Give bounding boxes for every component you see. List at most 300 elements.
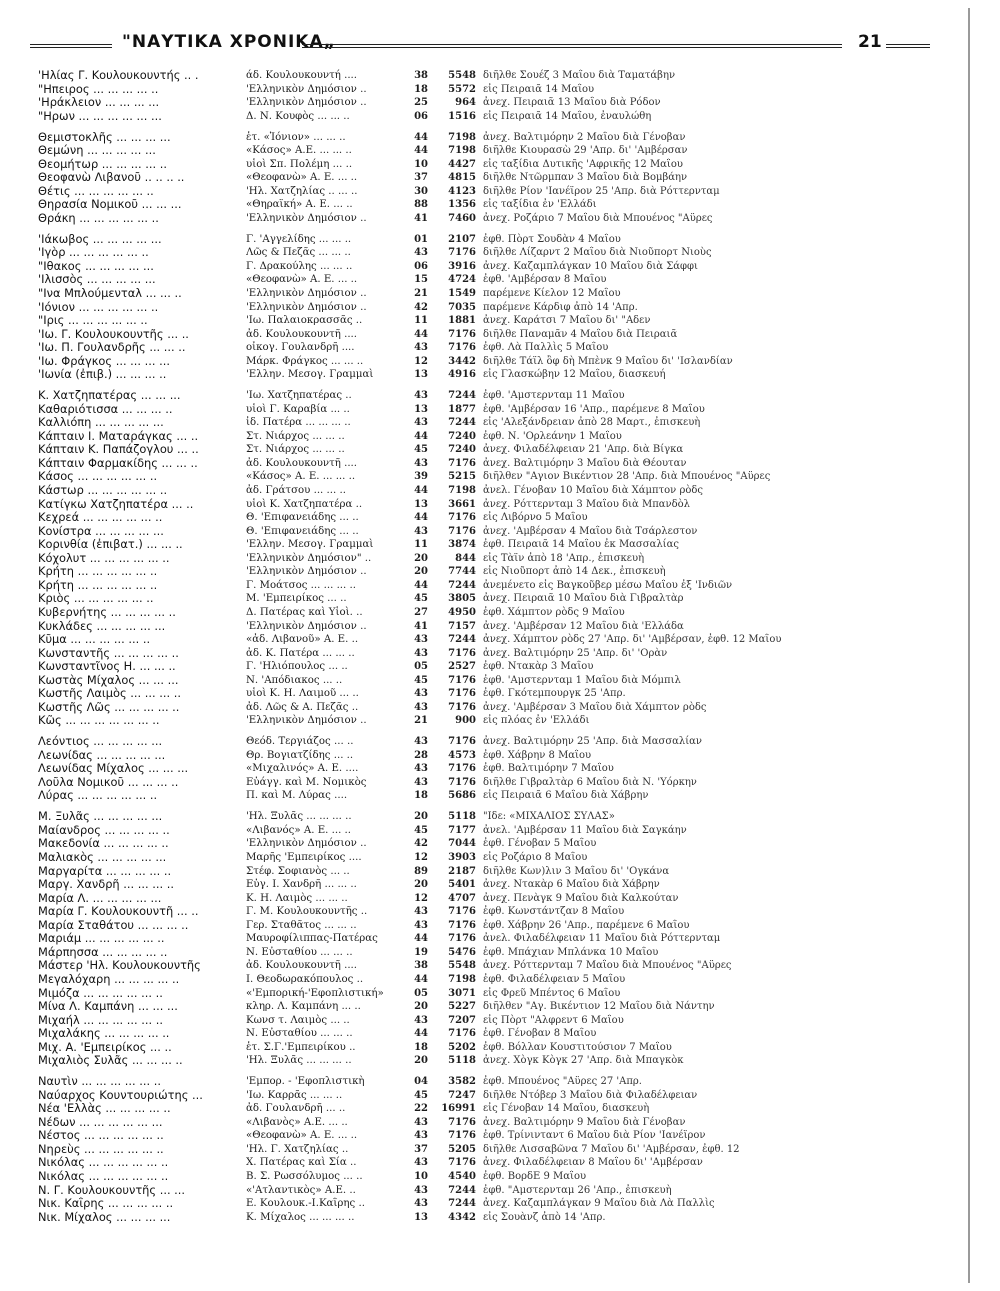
ship-owner: Θ. 'Επιφανειάδης ... .. <box>246 512 359 524</box>
voyage-note: ἐφθ. Λὰ Παλλὶς 5 Μαΐου <box>483 342 609 354</box>
build-year: 05 <box>414 987 428 999</box>
build-year: 12 <box>414 852 428 864</box>
ship-entry-row <box>38 212 963 226</box>
tonnage: 4123 <box>448 185 476 197</box>
ship-name: "Ηρων ... ... ... ... ... ... <box>38 109 162 123</box>
build-year: 13 <box>414 369 428 381</box>
ship-entry-row <box>38 287 963 301</box>
voyage-note: παρέμενε Κίελον 12 Μαΐου <box>483 287 621 299</box>
ship-owner: Γ. 'Ηλιόπουλος ... .. <box>246 661 348 673</box>
ship-entry-row <box>38 443 963 457</box>
ship-name: Κωστῆς Λαιμὸς ... ... ... .. <box>38 687 181 701</box>
ship-owner: 'Ελληνικὸν Δημόσιον .. <box>246 287 367 299</box>
tonnage: 7176 <box>448 674 476 686</box>
ship-entry-row <box>38 96 963 110</box>
tonnage: 5227 <box>448 1001 476 1013</box>
ship-entry-row <box>38 762 963 776</box>
ship-owner: Μ. 'Εμπειρίκος ... .. <box>246 593 347 605</box>
voyage-note: ἀνεχ. 'Αμβέρσαν 4 Μαΐου διὰ Τσάρλεστον <box>483 525 698 537</box>
ship-entry-row <box>38 498 963 512</box>
tonnage: 7176 <box>448 647 476 659</box>
ship-entry-row <box>38 273 963 287</box>
tonnage: 1549 <box>448 287 476 299</box>
build-year: 88 <box>414 199 428 211</box>
ship-entry-row <box>38 1075 963 1089</box>
build-year: 43 <box>414 634 428 646</box>
voyage-note: ἀνεχ. Πειραιᾶ 10 Μαΐου διὰ Γιβραλτὰρ <box>483 593 684 605</box>
ship-name: 'Ηράκλειον ... ... ... ... <box>38 96 160 110</box>
voyage-note: διῆλθε Σουέζ 3 Μαΐου διὰ Ταματάβην <box>483 70 676 81</box>
ship-entry-row <box>38 131 963 145</box>
ship-name: Κάσος ... ... ... ... ... .. <box>38 470 158 484</box>
tonnage: 7244 <box>448 390 476 402</box>
build-year: 45 <box>414 444 428 456</box>
build-year: 44 <box>414 973 428 985</box>
ship-owner: «Θεοφανὼ» Α. Ε. ... .. <box>246 274 358 286</box>
voyage-note: διῆλθε Λισσαβῶνα 7 Μαΐου δι' 'Αμβέρσαν, ἐφθ. 12 <box>483 1143 740 1155</box>
voyage-note: ἀνεχ. Πειραιᾶ 13 Μαΐου διὰ Ρόδον <box>483 97 661 109</box>
ship-owner: υἱοὶ Σπ. Πολέμη ... .. <box>246 158 353 170</box>
ship-name: Νέα 'Ελλὰς ... ... ... ... .. <box>38 1102 171 1116</box>
ship-name: 'Ηλίας Γ. Κουλουκουντής .. . <box>38 69 199 82</box>
ship-owner: «'Εμπορική-'Εφοπλιστική» <box>246 987 384 999</box>
tonnage: 5118 <box>448 811 476 823</box>
ship-owner: άδ. Κουλουκουντή .... <box>246 70 358 81</box>
ship-name: Θεοφανὼ Λιβανοῦ .. .. .. .. <box>38 171 185 185</box>
tonnage: 7176 <box>448 1116 476 1128</box>
build-year: 20 <box>414 811 428 823</box>
ship-owner: «'Ατλαντικὸς» Α.Ε. .. <box>246 1184 356 1196</box>
ship-owner: Ν. 'Απόδιακος ... .. <box>246 674 343 686</box>
voyage-note: ἀνελ. Γένοβαν 10 Μαΐου διὰ Χάμπτον ρὸδς <box>483 485 703 497</box>
ship-owner: 'Ελληνικὸν Δημόσιον .. <box>246 212 367 224</box>
voyage-note: ἀνεχ. 'Αμβέρσαν 12 Μαΐου διὰ 'Ελλάδα <box>483 620 684 632</box>
ship-owner: 'Ελληνικὸν Δημόσιον .. <box>246 83 367 95</box>
ship-name: 'Ιάκωβος ... ... ... ... ... <box>38 232 162 246</box>
ship-name: Ναύαρχος Κουντουριώτης ... <box>38 1088 203 1102</box>
build-year: 06 <box>414 260 428 272</box>
tonnage: 4707 <box>448 892 476 904</box>
ship-owner: Θρ. Βογιατζίδης ... .. <box>246 749 354 761</box>
tonnage: 2527 <box>448 661 476 673</box>
voyage-note: εἰς ταξίδια Δυτικῆς 'Αφρικῆς 12 Μαΐου <box>483 158 683 170</box>
voyage-note: ἀνεχ. Βαλτιμόρην 25 'Απρ. διὰ Μασσαλίαν <box>483 736 703 748</box>
ship-owner: Ν. Εὐσταθίου ... ... .. <box>246 946 353 958</box>
voyage-note: εἰς Σουὰνζ ἀπὸ 14 'Απρ. <box>483 1211 606 1223</box>
voyage-note: ἐφθ. 'Αμβέρσαν 16 'Απρ., παρέμενε 8 Μαΐου <box>483 403 705 415</box>
ship-owner: 'Ηλ. Χατζηλίας .. ... .. <box>246 185 358 197</box>
ship-owner: Στ. Νιάρχος ... ... .. <box>246 430 345 442</box>
tonnage: 7176 <box>448 328 476 340</box>
ship-entry-row <box>38 389 963 403</box>
build-year: 43 <box>414 390 428 402</box>
ship-owner: Κ. Μίχαλος ... ... ... .. <box>246 1211 355 1223</box>
ship-entry-row <box>38 552 963 566</box>
build-year: 21 <box>414 287 428 299</box>
ship-entry-row <box>38 987 963 1001</box>
tonnage: 3582 <box>448 1076 476 1088</box>
ship-entry-row <box>38 851 963 865</box>
ship-name: "Ηπειρος ... ... ... ... .. <box>38 82 159 96</box>
build-year: 18 <box>414 1041 428 1053</box>
build-year: 20 <box>414 566 428 578</box>
voyage-note: ἀνεχ. Ρόττερνταμ 7 Μαΐου διὰ Μπουένος "Αϋρες <box>483 960 732 972</box>
ship-owner: «Λιβανὸς» Α.Ε. ... .. <box>246 1116 348 1128</box>
ship-entry-row <box>38 579 963 593</box>
voyage-note: διῆλθε Παναμᾶν 4 Μαΐου διὰ Πειραιᾶ <box>483 328 678 340</box>
voyage-note: ἀνεχ. Φιλαδέλφειαν 8 Μαΐου δι' 'Αμβέρσαν <box>483 1157 703 1169</box>
ship-name: Ν. Γ. Κουλουκουντῆς ... ... <box>38 1183 186 1197</box>
build-year: 43 <box>414 906 428 918</box>
ship-entry-row <box>38 932 963 946</box>
tonnage: 7177 <box>448 824 476 836</box>
ship-name: Καθαριότισσα ... ... ... .. <box>38 402 173 416</box>
ship-owner: Χ. Πατέρας καὶ Σία .. <box>246 1157 357 1169</box>
ship-name: Κεχρεά ... ... ... ... ... .. <box>38 511 163 525</box>
ship-name: Μίνα Λ. Καμπάνη ... ... ... <box>38 1000 178 1014</box>
ship-entry-row <box>38 83 963 97</box>
ship-name: Μ. Ξυλᾶς ... ... ... ... ... <box>38 810 163 824</box>
tonnage: 7244 <box>448 1198 476 1210</box>
voyage-note: διῆλθε Τάϊλ ὂφ δὴ Μπὲνκ 9 Μαΐου δι' 'Ισλανδίαν <box>483 355 733 367</box>
ship-entry-row <box>38 674 963 688</box>
voyage-note: ἀνεμένετο εἰς Βαγκοῦβερ μέσω Μαΐου ἐξ 'Ινδιῶν <box>483 579 733 591</box>
tonnage: 7240 <box>448 430 476 442</box>
ship-name: Μαρία Λ. ... ... ... ... ... <box>38 891 162 905</box>
build-year: 43 <box>414 457 428 469</box>
tonnage: 5548 <box>448 960 476 972</box>
voyage-note: "Ιδε: «ΜΙΧΑΛΙΟΣ ΣΥΛΑΣ» <box>483 811 615 823</box>
ship-entry-row <box>38 158 963 172</box>
ship-owner: 'Ελληνικὸν Δημόσιον .. <box>246 301 367 313</box>
voyage-note: ἀνεχ. Βαλτιμόρην 2 Μαΐου διὰ Γένοβαν <box>483 131 686 143</box>
ship-owner: 'Ιω. Παλαιοκρασσᾶς .. <box>246 315 363 327</box>
ship-entry-row <box>38 1143 963 1157</box>
ship-owner: ἰδ. Πατέρα ... ... ... .. <box>246 417 351 429</box>
build-year: 45 <box>414 593 428 605</box>
build-year: 20 <box>414 1055 428 1067</box>
tonnage: 16991 <box>441 1103 476 1115</box>
ship-owner: Εὐάγγ. καὶ Μ. Νομικὸς <box>246 776 367 788</box>
ship-entry-row <box>38 1116 963 1130</box>
voyage-note: ἀνεχ. Καζαμπλάγκαν 9 Μαΐου διὰ Λὰ Παλλὶς <box>483 1198 715 1210</box>
tonnage: 5118 <box>448 1055 476 1067</box>
ship-name: Κ. Χατζηπατέρας ... ... ... <box>38 389 181 403</box>
ship-owner: 'Ελληνικὸν Δημόσιον .. <box>246 97 367 109</box>
header-rule-middle <box>302 44 842 48</box>
tonnage: 7244 <box>448 579 476 591</box>
ship-name: Κυβερνήτης ... ... ... ... .. <box>38 605 176 619</box>
ship-owner: 'Ελληνικὸν Δημόσιον .. <box>246 715 367 727</box>
ship-entry-row <box>38 525 963 539</box>
ship-name: Μαίανδρος ... ... ... ... .. <box>38 823 170 837</box>
voyage-note: ἐφθ. Πὸρτ Σουδὰν 4 Μαΐου <box>483 233 621 245</box>
ship-owner: «Κάσος» Α.Ε. ... ... .. <box>246 145 352 157</box>
ship-name: Ναυτὶν ... ... ... ... ... .. <box>38 1075 161 1089</box>
letter-group <box>38 131 963 226</box>
ship-name: Κάπταιν Ι. Ματαράγκας ... .. <box>38 429 199 443</box>
ship-entry-row <box>38 1014 963 1028</box>
ship-entry-row <box>38 144 963 158</box>
ship-entry-row <box>38 198 963 212</box>
voyage-note: ἀνεχ. 'Αμβέρσαν 3 Μαΐου διὰ Χάμπτον ρὸδς <box>483 701 707 713</box>
build-year: 43 <box>414 417 428 429</box>
tonnage: 1881 <box>448 315 476 327</box>
ship-owner: Κ. Η. Λαιμὸς ... ... .. <box>246 892 348 904</box>
voyage-note: διῆλθεν "Αγιον Βικέντιον 28 'Απρ. διὰ Μπουένος "Αϋρες <box>483 471 771 483</box>
tonnage: 7198 <box>448 485 476 497</box>
ship-name: Μακεδονία ... ... ... ... .. <box>38 837 169 851</box>
ship-owner: 'Εμπορ. - 'Εφοπλιστικὴ <box>246 1076 365 1088</box>
ship-entry-row <box>38 511 963 525</box>
tonnage: 4950 <box>448 606 476 618</box>
tonnage: 7244 <box>448 1184 476 1196</box>
voyage-note: ἐφθ. 'Αμβέρσαν 8 Μαΐου <box>483 274 607 286</box>
build-year: 19 <box>414 946 428 958</box>
page-number: 21 <box>858 32 882 52</box>
ship-owner: 'Ηλ. Γ. Χατζηλίας .. <box>246 1143 349 1155</box>
page-header <box>30 30 930 62</box>
tonnage: 7157 <box>448 620 476 632</box>
tonnage: 7198 <box>448 145 476 157</box>
build-year: 37 <box>414 1143 428 1155</box>
build-year: 39 <box>414 471 428 483</box>
tonnage: 7460 <box>448 212 476 224</box>
voyage-note: διῆλθεν "Αγ. Βικέντιον 12 Μαΐου διὰ Νάντην <box>483 1001 715 1013</box>
ship-owner: ἑτ. «Ἰόνιον» ... ... .. <box>246 131 346 143</box>
build-year: 44 <box>414 579 428 591</box>
ship-owner: οἶκογ. Γουλανδρῆ .... <box>246 342 355 354</box>
build-year: 20 <box>414 1001 428 1013</box>
ship-owner: κληρ. Λ. Καμπάνη ... .. <box>246 1001 361 1013</box>
ship-entry-row <box>38 1170 963 1184</box>
ship-owner: Στέφ. Σοφιανὸς ... .. <box>246 865 350 877</box>
build-year: 28 <box>414 749 428 761</box>
voyage-note: εἰς Πειραιᾶ 14 Μαΐου, ἐναυλώθη <box>483 110 652 122</box>
ship-name: Λύρας ... ... ... ... ... .. <box>38 789 158 803</box>
ship-entry-row <box>38 892 963 906</box>
ship-name: 'Ιόνιον ... ... ... ... ... .. <box>38 300 159 314</box>
tonnage: 4427 <box>448 158 476 170</box>
voyage-note: διῆλθε Ντῶρμπαν 3 Μαΐου διὰ Βομβάην <box>483 172 688 184</box>
build-year: 30 <box>414 185 428 197</box>
voyage-note: ἐφθ. Ντακὰρ 3 Μαΐου <box>483 661 594 673</box>
ship-owner: 'Ελλην. Μεσογ. Γραμμαὶ <box>246 539 374 551</box>
ship-entry-row <box>38 470 963 484</box>
ship-owner: ἀδ. Κουλουκουντῆ .... <box>246 457 358 469</box>
ship-name: Μιμόζα ... ... ... ... ... .. <box>38 986 163 1000</box>
ship-owner: «Λιβανός» Α. Ε. ... .. <box>246 824 352 836</box>
tonnage: 7176 <box>448 512 476 524</box>
build-year: 42 <box>414 301 428 313</box>
ship-name: 'Ιω. Π. Γουλανδρῆς ... ... .. <box>38 341 186 355</box>
tonnage: 7035 <box>448 301 476 313</box>
ship-owner: «Μιχαλινός» Α. Ε. .... <box>246 763 359 775</box>
voyage-note: ἀνεχ. Χάμπτον ρὸδς 27 'Απρ. δι' 'Αμβέρσαν, ἐφθ. 12 Μαΐου <box>483 634 782 646</box>
ship-entry-row <box>38 403 963 417</box>
build-year: 44 <box>414 328 428 340</box>
ship-owner: Δ. Πατέρας καὶ Υἱοὶ. .. <box>246 606 363 618</box>
ship-entry-row <box>38 1156 963 1170</box>
build-year: 45 <box>414 1089 428 1101</box>
voyage-note: ἐφθ. Πειραιᾶ 14 Μαΐου ἐκ Μασσαλίας <box>483 539 679 551</box>
ship-owner: ἀδ. Γουλανδρῆ ... .. <box>246 1103 346 1115</box>
build-year: 21 <box>414 715 428 727</box>
build-year: 44 <box>414 485 428 497</box>
ship-entry-row <box>38 301 963 315</box>
ship-name: Καλλιόπη ... ... ... ... ... <box>38 416 164 430</box>
ship-name: Κάπταιν Κ. Παπάζογλου ... .. <box>38 443 199 457</box>
journal-title: "ΝΑΥΤΙΚΑ ΧΡΟΝΙΚΑ„ <box>122 32 336 52</box>
voyage-note: διῆλθε Ρίον 'Ιανέϊρον 25 'Απρ. διὰ Ρόττερνταμ <box>483 185 720 197</box>
ship-name: Κατίγκω Χατζηπατέρα ... .. <box>38 497 194 511</box>
tonnage: 2107 <box>448 233 476 245</box>
ship-name: Λοῦλα Νομικοῦ ... ... ... .. <box>38 775 179 789</box>
tonnage: 7744 <box>448 566 476 578</box>
voyage-note: ἀνεχ. Ρόττερνταμ 3 Μαΐου διὰ Μπανδὸλ <box>483 498 690 510</box>
ship-owner: ἀδ. Γράτσου ... ... .. <box>246 485 346 497</box>
build-year: 43 <box>414 688 428 700</box>
voyage-note: εἰς ταξίδια ἐν 'Ελλάδι <box>483 199 597 211</box>
voyage-note: ἐφθ. Τρίνινταντ 6 Μαΐου διὰ Ρίον 'Ιανέϊρον <box>483 1130 706 1142</box>
build-year: 45 <box>414 824 428 836</box>
build-year: 44 <box>414 933 428 945</box>
build-year: 15 <box>414 274 428 286</box>
ship-entry-row <box>38 620 963 634</box>
voyage-note: ἐφθ. ΒορδΕ 9 Μαΐου <box>483 1171 587 1182</box>
voyage-note: ἀνεχ. Ροζάριο 7 Μαΐου διὰ Μπουένος "Αϋρες <box>483 212 713 224</box>
ship-register-list <box>38 69 963 1232</box>
ship-owner: ἀδ. Λῶς & Α. Πεζᾶς .. <box>246 701 359 713</box>
ship-name: Μιχαλάκης ... ... ... ... .. <box>38 1027 170 1041</box>
ship-name: Μάστερ 'Ηλ. Κουλουκουντῆς <box>38 959 201 973</box>
ship-entry-row <box>38 837 963 851</box>
tonnage: 5572 <box>448 83 476 95</box>
ship-owner: Λῶς & Πεζᾶς ... ... .. <box>246 247 351 259</box>
voyage-note: ἐφθ. Μπάχιαν Μπλάνκα 10 Μαΐου <box>483 946 659 958</box>
ship-entry-row <box>38 1129 963 1143</box>
ship-name: Μαρία Σταθάτου ... ... ... .. <box>38 918 189 932</box>
ship-owner: «ἀδ. Λιβανοῦ» Α. Ε. .. <box>246 634 359 646</box>
voyage-note: ἀνελ. 'Αμβέρσαν 11 Μαΐου διὰ Σαγκάην <box>483 824 687 836</box>
ship-name: Κωστῆς Λῶς ... ... ... ... .. <box>38 700 180 714</box>
ship-owner: Π. καὶ Μ. Λύρας .... <box>246 790 348 802</box>
voyage-note: ἀνελ. Φιλαδέλφειαν 11 Μαΐου διὰ Ρόττερνταμ <box>483 933 721 945</box>
ship-name: 'Ιω. Γ. Κουλουκουντῆς ... .. <box>38 327 189 341</box>
tonnage: 5401 <box>448 879 476 891</box>
voyage-note: ἀνεχ. Βαλτιμόρην 3 Μαΐου διὰ Θέουταν <box>483 457 687 469</box>
tonnage: 7244 <box>448 417 476 429</box>
ship-entry-row <box>38 905 963 919</box>
build-year: 43 <box>414 776 428 788</box>
ship-name: 'Ιωνία (ἐπιβ.) ... ... ... .. <box>38 368 167 382</box>
ship-name: Κῦμα ... ... ... ... ... .. <box>38 633 151 647</box>
letter-group <box>38 1075 963 1224</box>
ship-name: Μιχαλιὸς Συλᾶς ... ... ... .. <box>38 1054 183 1068</box>
build-year: 10 <box>414 1171 428 1182</box>
ship-owner: 'Ιω. Χατζηπατέρας .. <box>246 390 352 402</box>
build-year: 27 <box>414 606 428 618</box>
voyage-note: εἰς Πειραιᾶ 14 Μαΐου <box>483 83 595 95</box>
build-year: 18 <box>414 790 428 802</box>
ship-name: Κονίστρα ... ... ... ... ... <box>38 524 164 538</box>
ship-entry-row <box>38 233 963 247</box>
build-year: 18 <box>414 83 428 95</box>
tonnage: 7244 <box>448 634 476 646</box>
build-year: 13 <box>414 1211 428 1223</box>
ship-name: Μεγαλόχαρη ... ... ... ... .. <box>38 972 180 986</box>
voyage-note: εἰς Λιβόρνο 5 Μαΐου <box>483 512 588 524</box>
tonnage: 4916 <box>448 369 476 381</box>
tonnage: 1877 <box>448 403 476 415</box>
voyage-note: ἀνεχ. Χὸγκ Κὸγκ 27 'Απρ. διὰ Μπαγκὸκ <box>483 1055 684 1067</box>
ship-entry-row <box>38 538 963 552</box>
voyage-note: ἐφθ. Γκότεμπουργκ 25 'Απρ. <box>483 688 626 700</box>
tonnage: 3916 <box>448 260 476 272</box>
ship-name: Μαλιακὸς ... ... ... ... ... <box>38 851 167 865</box>
ship-owner: Στ. Νιάρχος ... ... .. <box>246 444 345 456</box>
letter-group <box>38 389 963 728</box>
ship-name: Κρήτη ... ... ... ... ... .. <box>38 565 158 579</box>
tonnage: 2187 <box>448 865 476 877</box>
tonnage: 7207 <box>448 1014 476 1026</box>
ship-name: Νέδων ... ... ... ... ... ... <box>38 1115 163 1129</box>
voyage-note: ἀνεχ. Φιλαδέλφειαν 21 'Απρ. διὰ Βίγκα <box>483 444 684 456</box>
ship-owner: Μάρκ. Φράγκος ... ... .. <box>246 355 364 367</box>
ship-owner: ἀδ. Κ. Πατέρα ... ... .. <box>246 647 355 659</box>
ship-owner: «Κάσος» Α. Ε. ... ... .. <box>246 471 356 483</box>
ship-name: Νικ. Καΐρης ... ... ... ... .. <box>38 1197 174 1211</box>
build-year: 43 <box>414 1198 428 1210</box>
ship-entry-row <box>38 865 963 879</box>
ship-name: "Ιθακος ... ... ... ... ... <box>38 259 154 273</box>
ship-name: Λεωνίδας Μίχαλος ... ... ... <box>38 762 189 776</box>
ship-entry-row <box>38 416 963 430</box>
tonnage: 3805 <box>448 593 476 605</box>
tonnage: 5215 <box>448 471 476 483</box>
build-year: 10 <box>414 158 428 170</box>
ship-name: Θέτις ... ... ... ... ... .. <box>38 184 154 198</box>
build-year: 43 <box>414 1184 428 1196</box>
tonnage: 1356 <box>448 199 476 211</box>
ship-name: Μαρία Γ. Κουλουκουντῆ ... .. <box>38 905 199 919</box>
ship-entry-row <box>38 824 963 838</box>
ship-entry-row <box>38 687 963 701</box>
voyage-note: εἰς Γλασκώβην 12 Μαΐου, διασκευή <box>483 369 666 381</box>
ship-entry-row <box>38 606 963 620</box>
ship-name: Μάρπησσα ... ... ... ... .. <box>38 945 168 959</box>
voyage-note: ἐφθ. Φιλαδέλφειαν 5 Μαΐου <box>483 973 626 985</box>
ship-name: Κωστὰς Μίχαλος ... ... ... <box>38 673 179 687</box>
ship-name: 'Ιλισσὸς ... ... ... ... ... <box>38 273 156 287</box>
ship-name: Κορινθία (ἐπιβατ.) ... ... .. <box>38 538 183 552</box>
ship-name: Μαργ. Χανδρῆ ... ... ... .. <box>38 878 174 892</box>
build-year: 43 <box>414 919 428 931</box>
voyage-note: εἰς Νιοῦπορτ ἀπὸ 14 Δεκ., ἐπισκευὴ <box>483 566 666 578</box>
ship-owner: Γ. 'Αγγελίδης ... ... .. <box>246 233 352 245</box>
build-year: 12 <box>414 892 428 904</box>
ship-entry-row <box>38 810 963 824</box>
ship-entry-row <box>38 185 963 199</box>
build-year: 43 <box>414 342 428 354</box>
build-year: 12 <box>414 355 428 367</box>
ship-entry-row <box>38 749 963 763</box>
build-year: 43 <box>414 1157 428 1169</box>
build-year: 38 <box>414 960 428 972</box>
ship-entry-row <box>38 328 963 342</box>
ship-owner: «Θηραϊκή» Α. Ε. ... .. <box>246 199 353 211</box>
tonnage: 7198 <box>448 973 476 985</box>
